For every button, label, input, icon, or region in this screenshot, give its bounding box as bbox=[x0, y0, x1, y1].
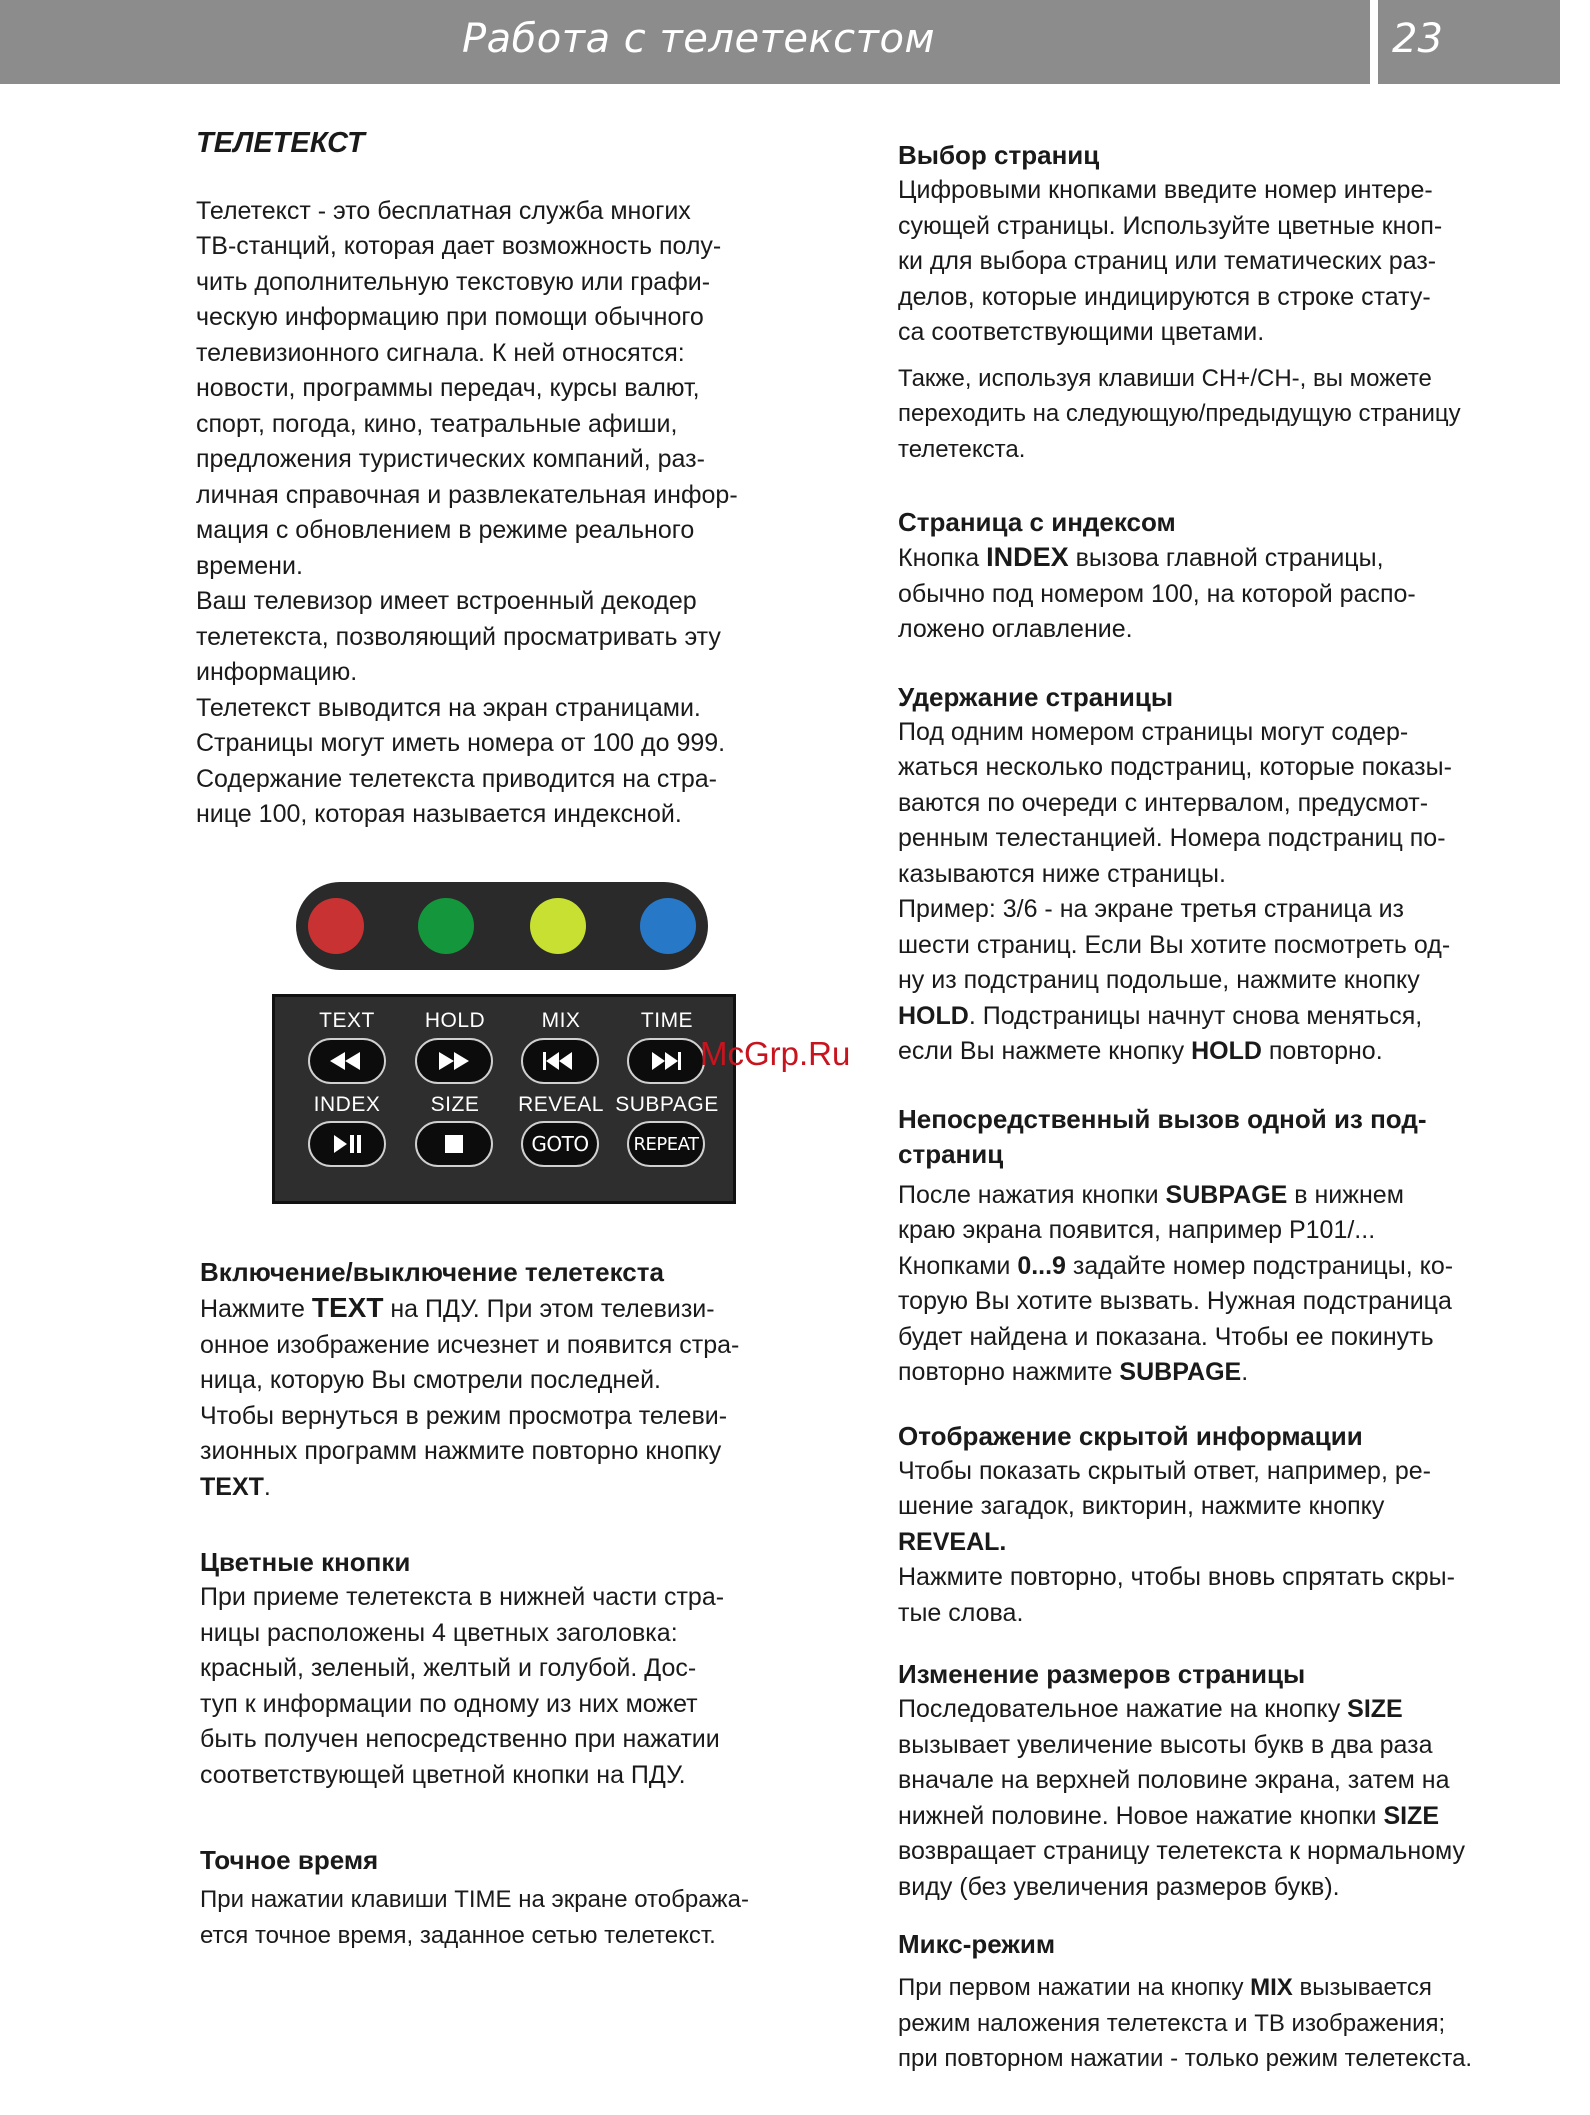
right-column bbox=[898, 138, 1588, 2077]
rewind-key bbox=[308, 1038, 386, 1084]
text-line bbox=[898, 1034, 1588, 1070]
key-name: TEXT bbox=[311, 1292, 384, 1323]
section-onoff bbox=[200, 1255, 854, 1505]
left-column-lower bbox=[200, 1255, 854, 1953]
remote-keys-illustration bbox=[272, 994, 736, 1204]
main-heading: ТЕЛЕТЕКСТ bbox=[196, 127, 365, 159]
text-line: новости, программы передач, курсы валют, bbox=[196, 374, 700, 402]
text-line: Чтобы показать скрытый ответ, например, ре- bbox=[898, 1456, 1431, 1485]
text-line: ки для выбора страниц или тематических раз- bbox=[898, 247, 1437, 275]
stop-icon bbox=[417, 1123, 491, 1165]
key-name: REVEAL. bbox=[898, 1527, 1007, 1556]
section-mix bbox=[898, 1927, 1588, 2077]
text-line: Под одним номером страницы могут содер- bbox=[898, 717, 1409, 746]
text-line: мация с обновлением в режиме реального bbox=[196, 516, 695, 544]
text-fragment: Кнопка bbox=[898, 544, 987, 572]
text-line: Чтобы вернуться в режим просмотра телеви- bbox=[200, 1401, 728, 1430]
text-line: Цифровыми кнопками введите номер интере- bbox=[898, 176, 1433, 204]
section-title: Точное время bbox=[200, 1845, 379, 1875]
text-line: онное изображение исчезнет и появится стра- bbox=[200, 1330, 740, 1359]
text-line bbox=[898, 1249, 1588, 1285]
text-line bbox=[898, 1178, 1588, 1214]
section-title: Микс-режим bbox=[898, 1929, 1056, 1959]
text-line: ренным телестанцией. Номера подстраниц по- bbox=[898, 824, 1446, 852]
color-buttons-illustration bbox=[296, 882, 708, 970]
blue-button-icon bbox=[640, 898, 696, 954]
section-index bbox=[898, 505, 1588, 648]
key-name: INDEX bbox=[986, 542, 1069, 572]
text-line: будет найдена и показана. Чтобы ее покинуть bbox=[898, 1322, 1434, 1351]
text-line: быть получен непосредственно при нажатии bbox=[200, 1725, 720, 1753]
key-label-size: SIZE bbox=[430, 1093, 480, 1116]
section-select bbox=[898, 138, 1588, 467]
section-title: Страница с индексом bbox=[898, 507, 1176, 537]
text-line: нице 100, которая называется индексной. bbox=[196, 800, 682, 828]
text-fragment: После нажатия кнопки bbox=[898, 1180, 1166, 1209]
text-fragment: на ПДУ. При этом телевизи- bbox=[383, 1295, 715, 1323]
text-fragment: задайте номер подстраницы, ко- bbox=[1065, 1251, 1454, 1280]
section-title: Включение/выключение телетекста bbox=[200, 1257, 664, 1287]
text-fragment: . bbox=[1241, 1358, 1249, 1386]
text-line: казываются ниже страницы. bbox=[898, 859, 1226, 888]
text-line: переходить на следующую/предыдущую страницу bbox=[898, 400, 1461, 427]
text-line: при повторном нажатии - только режим телетекста. bbox=[898, 2045, 1473, 2072]
text-line: сующей страницы. Используйте цветные кноп- bbox=[898, 211, 1443, 240]
section-title: Изменение размеров страницы bbox=[898, 1659, 1306, 1689]
text-line: режим наложения телетекста и ТВ изображения; bbox=[898, 2009, 1446, 2037]
text-line: телетекста. bbox=[898, 435, 1026, 463]
goto-key-label: GOTO bbox=[531, 1132, 589, 1156]
page-title: Работа с телетекстом bbox=[462, 16, 936, 62]
section-title: Цветные кнопки bbox=[200, 1547, 411, 1577]
key-label-mix: MIX bbox=[541, 1009, 581, 1032]
text-line bbox=[898, 999, 1588, 1035]
text-line: чить дополнительную текстовую или графи- bbox=[196, 267, 711, 296]
text-line: зионных программ нажмите повторно кнопку bbox=[200, 1437, 722, 1465]
fast-forward-icon bbox=[417, 1040, 491, 1082]
key-label-subpage: SUBPAGE bbox=[615, 1093, 719, 1116]
text-fragment: повторно. bbox=[1261, 1037, 1383, 1065]
text-line: вначале на верхней половине экрана, затем на bbox=[898, 1766, 1450, 1794]
text-line: ческую информацию при помощи обычного bbox=[196, 303, 704, 331]
section-title: Отображение скрытой информации bbox=[898, 1420, 1363, 1451]
skip-back-key bbox=[521, 1038, 599, 1084]
text-line: Нажмите повторно, чтобы вновь спрятать скры- bbox=[898, 1563, 1455, 1591]
key-name: MIX bbox=[1250, 1974, 1293, 2001]
skip-forward-icon bbox=[629, 1040, 703, 1082]
text-line: жаться несколько подстраниц, которые показы- bbox=[898, 753, 1452, 781]
text-line: са соответствующими цветами. bbox=[898, 318, 1265, 346]
key-name: SIZE bbox=[1347, 1695, 1403, 1723]
goto-key bbox=[521, 1121, 599, 1167]
text-line: возвращает страницу телетекста к нормальному bbox=[898, 1837, 1466, 1865]
text-line: ТВ-станций, которая дает возможность полу- bbox=[196, 232, 722, 260]
text-line bbox=[898, 1692, 1588, 1728]
play-pause-icon bbox=[310, 1123, 384, 1165]
text-line bbox=[200, 1290, 854, 1328]
text-fragment: Кнопками bbox=[898, 1251, 1018, 1280]
section-title: Удержание страницы bbox=[898, 681, 1174, 712]
text-line bbox=[200, 1470, 854, 1506]
text-line: телевизионного сигнала. К ней относятся: bbox=[196, 338, 685, 367]
intro-paragraph bbox=[196, 194, 850, 833]
skip-back-icon bbox=[523, 1040, 597, 1082]
page-number: 23 bbox=[1392, 16, 1443, 62]
repeat-key-label: REPEAT bbox=[633, 1133, 699, 1155]
key-label-reveal: REVEAL bbox=[518, 1093, 604, 1116]
red-button-icon bbox=[308, 898, 364, 954]
text-fragment: При первом нажатии на кнопку bbox=[898, 1974, 1251, 2001]
section-hold bbox=[898, 680, 1588, 1070]
text-line: туп к информации по одному из них может bbox=[200, 1689, 698, 1718]
repeat-key bbox=[627, 1121, 705, 1167]
text-line: ложено оглавление. bbox=[898, 615, 1133, 643]
text-line: При нажатии клавиши TIME на экране отобража- bbox=[200, 1886, 749, 1913]
key-label-time: TIME bbox=[640, 1009, 694, 1032]
text-line: телетекста, позволяющий просматривать эту bbox=[196, 622, 721, 651]
key-label-hold: HOLD bbox=[424, 1009, 486, 1032]
rewind-icon bbox=[310, 1040, 384, 1082]
text-line: красный, зеленый, желтый и голубой. Дос- bbox=[200, 1654, 697, 1682]
text-line: Телетекст выводится на экран страницами. bbox=[196, 693, 701, 722]
section-size bbox=[898, 1657, 1588, 1905]
text-line bbox=[898, 540, 1588, 577]
watermark: McGrp.Ru bbox=[700, 1035, 851, 1072]
text-line: спорт, погода, кино, театральные афиши, bbox=[196, 409, 678, 438]
page-number-box bbox=[1378, 0, 1560, 84]
key-name: HOLD bbox=[1191, 1037, 1262, 1065]
yellow-button-icon bbox=[530, 898, 586, 954]
header-separator bbox=[1370, 0, 1378, 84]
text-fragment: Последовательное нажатие на кнопку bbox=[898, 1695, 1348, 1723]
text-fragment: . bbox=[263, 1472, 271, 1501]
key-label-index: INDEX bbox=[313, 1093, 381, 1116]
text-line: времени. bbox=[196, 551, 303, 580]
section-color-buttons bbox=[200, 1545, 854, 1793]
key-label-text: TEXT bbox=[319, 1009, 375, 1032]
text-line: Страницы могут иметь номера от 100 до 999. bbox=[196, 729, 726, 757]
text-line: соответствующей цветной кнопки на ПДУ. bbox=[200, 1760, 686, 1789]
play-pause-key bbox=[308, 1121, 386, 1167]
text-fragment: . Подстраницы начнут снова меняться, bbox=[968, 1001, 1423, 1030]
section-direct bbox=[898, 1102, 1588, 1391]
text-line: обычно под номером 100, на которой распо- bbox=[898, 579, 1416, 608]
green-button-icon bbox=[418, 898, 474, 954]
text-line: информацию. bbox=[196, 658, 358, 686]
section-reveal bbox=[898, 1419, 1588, 1632]
text-fragment: вызова главной страницы, bbox=[1068, 544, 1384, 572]
text-line: При приеме телетекста в нижней части стра- bbox=[200, 1583, 725, 1611]
text-line bbox=[898, 1970, 1588, 2006]
text-line: торую Вы хотите вызвать. Нужная подстраница bbox=[898, 1287, 1452, 1315]
text-line: вызывает увеличение высоты букв в два раза bbox=[898, 1730, 1433, 1759]
left-column bbox=[196, 126, 850, 833]
text-fragment: Нажмите bbox=[200, 1295, 312, 1323]
text-line: предложения туристических компаний, раз- bbox=[196, 445, 705, 473]
text-line bbox=[898, 1355, 1588, 1391]
text-line bbox=[898, 1799, 1588, 1835]
stop-key bbox=[415, 1121, 493, 1167]
text-fragment: нижней половине. Новое нажатие кнопки bbox=[898, 1801, 1384, 1830]
text-line: шение загадок, викторин, нажмите кнопку bbox=[898, 1492, 1385, 1520]
key-name: SUBPAGE bbox=[1119, 1358, 1242, 1386]
text-line bbox=[898, 1525, 1588, 1561]
text-line: ну из подстраниц подольше, нажмите кнопку bbox=[898, 966, 1420, 994]
header-bar bbox=[0, 0, 1370, 84]
text-line: Содержание телетекста приводится на стра- bbox=[196, 764, 717, 793]
text-line: ницы расположены 4 цветных заголовка: bbox=[200, 1618, 678, 1647]
text-line: Телетекст - это бесплатная служба многих bbox=[196, 196, 691, 225]
key-name: HOLD bbox=[898, 1001, 969, 1030]
key-name: TEXT bbox=[200, 1472, 264, 1501]
section-title: страниц bbox=[898, 1138, 1004, 1169]
text-line: делов, которые индицируются в строке стату- bbox=[898, 282, 1431, 311]
text-fragment: вызывается bbox=[1292, 1974, 1432, 2001]
section-title: Выбор страниц bbox=[898, 140, 1100, 170]
text-line: Также, используя клавиши CH+/CH-, вы можете bbox=[898, 364, 1432, 392]
section-time bbox=[200, 1843, 854, 1953]
skip-forward-key bbox=[627, 1038, 705, 1084]
text-fragment: повторно нажмите bbox=[898, 1358, 1120, 1386]
key-name: 0...9 bbox=[1017, 1251, 1066, 1280]
text-line: ваются по очереди с интервалом, предусмот- bbox=[898, 788, 1429, 817]
text-line: ница, которую Вы смотрели последней. bbox=[200, 1366, 661, 1394]
text-line: шести страниц. Если Вы хотите посмотреть од- bbox=[898, 930, 1451, 959]
key-name: SIZE bbox=[1383, 1801, 1440, 1830]
text-fragment: если Вы нажмете кнопку bbox=[898, 1037, 1192, 1065]
section-title: Непосредственный вызов одной из под- bbox=[898, 1103, 1427, 1134]
text-line: краю экрана появится, например P101/... bbox=[898, 1216, 1376, 1244]
text-line: ется точное время, заданное сетью телетекст. bbox=[200, 1921, 716, 1949]
text-line: виду (без увеличения размеров букв). bbox=[898, 1872, 1340, 1901]
text-line: тые слова. bbox=[898, 1598, 1024, 1627]
key-name: SUBPAGE bbox=[1165, 1180, 1288, 1209]
text-fragment: в нижнем bbox=[1287, 1180, 1404, 1209]
fast-forward-key bbox=[415, 1038, 493, 1084]
text-line: Ваш телевизор имеет встроенный декодер bbox=[196, 587, 697, 615]
text-line: Пример: 3/6 - на экране третья страница из bbox=[898, 895, 1405, 923]
text-line: личная справочная и развлекательная инфор- bbox=[196, 480, 738, 509]
